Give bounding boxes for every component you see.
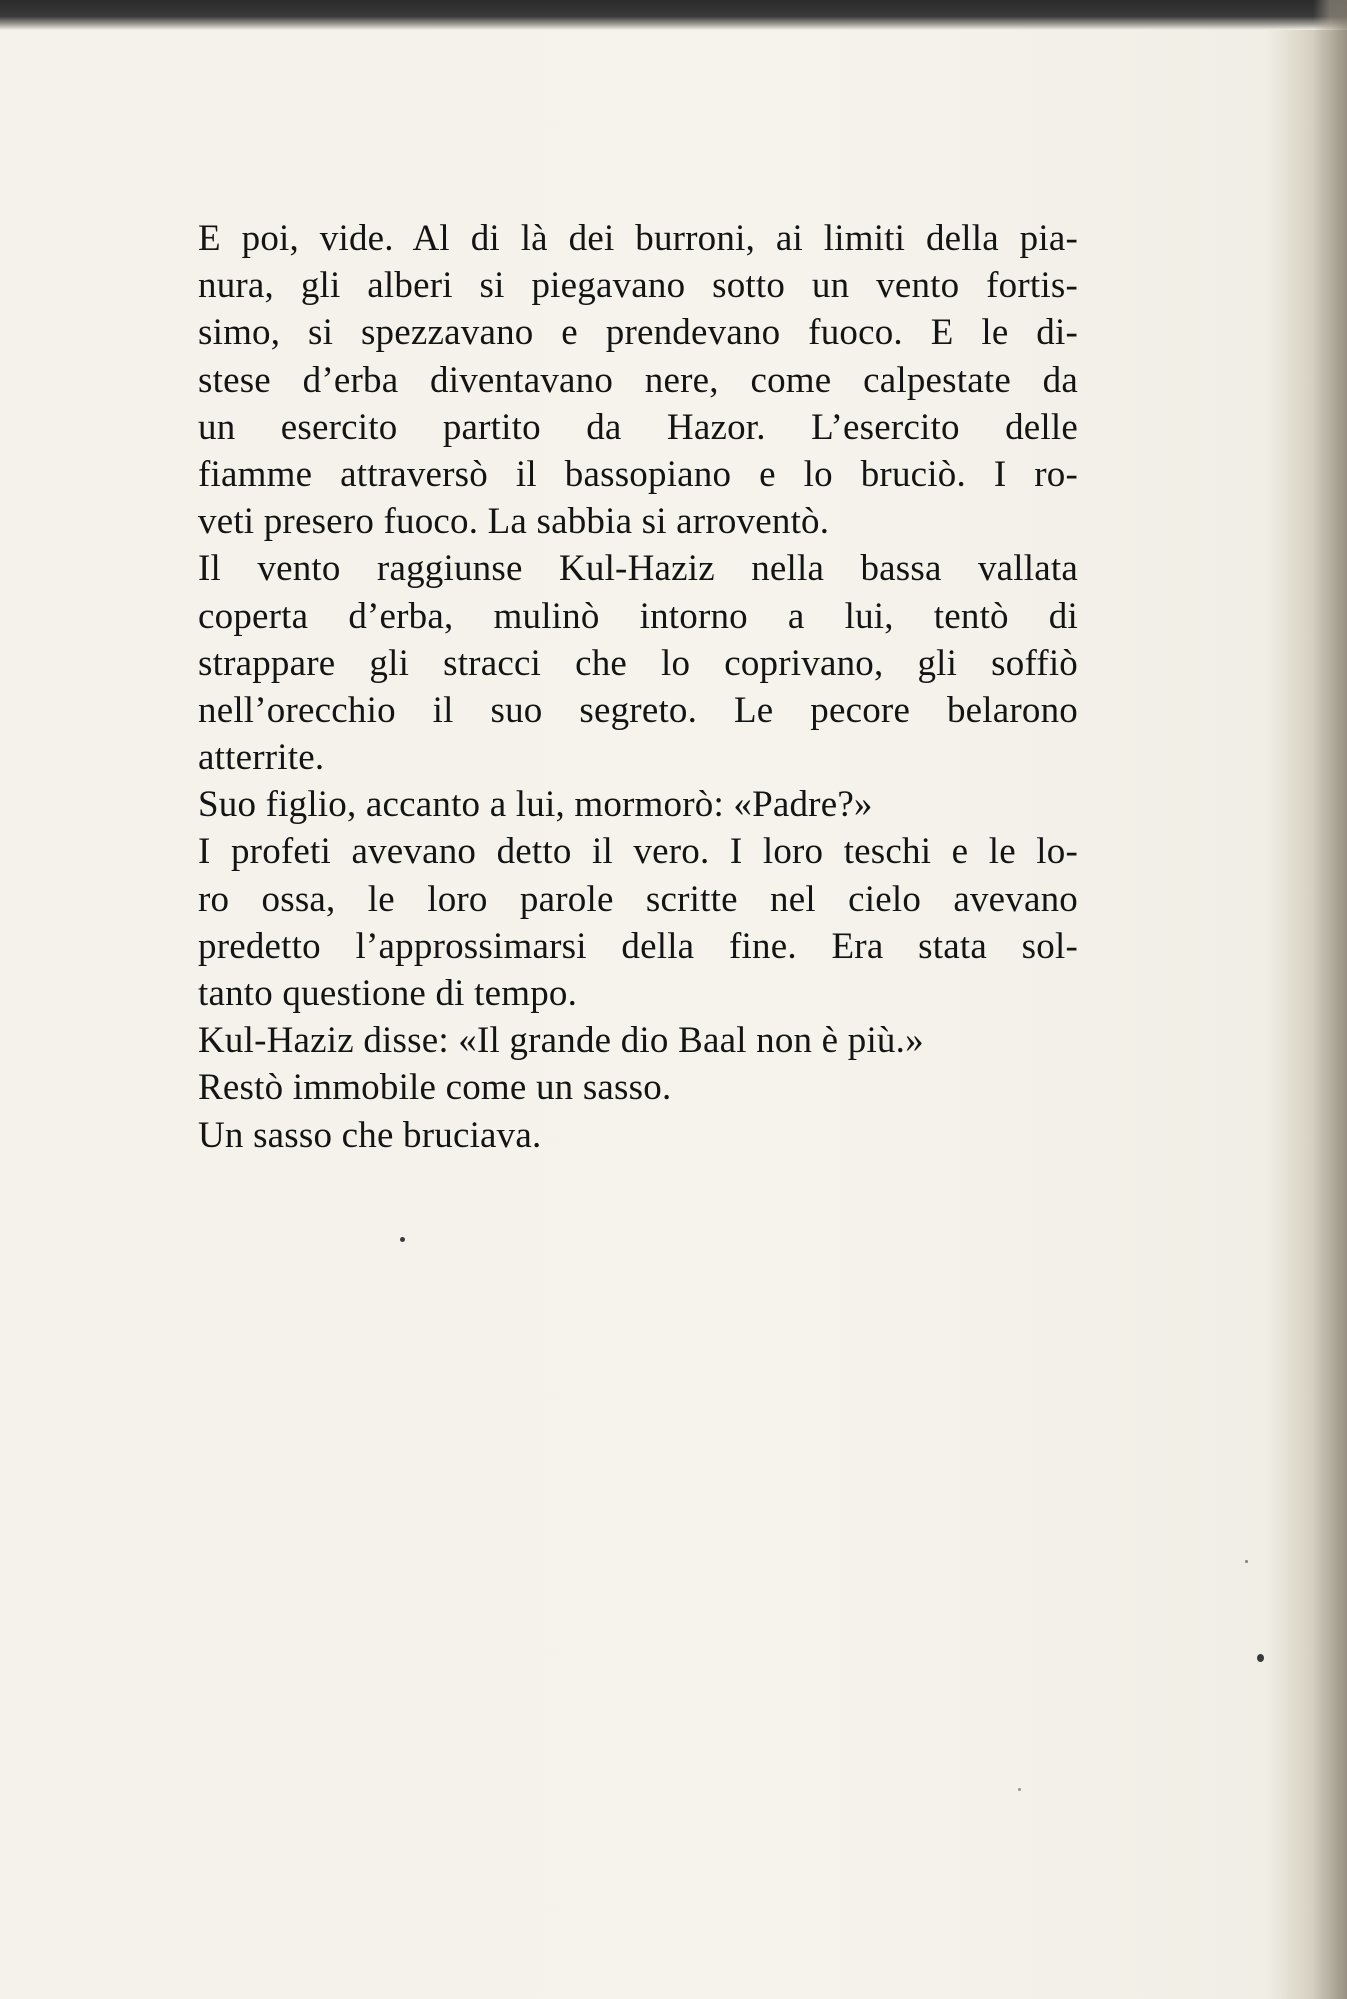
- excerpt-line: I profeti avevano detto il vero. I loro teschi e le lo-: [198, 831, 1078, 873]
- paper-speck: [1018, 1788, 1021, 1791]
- excerpt-line: tanto questione di tempo.: [198, 973, 578, 1014]
- paper-speck: [400, 1237, 405, 1242]
- excerpt-text-block: [198, 215, 1078, 1159]
- excerpt-line: nell’orecchio il suo segreto. Le pecore belarono: [198, 689, 1078, 731]
- excerpt-line: predetto l’approssimarsi della fine. Era stata sol-: [198, 925, 1078, 967]
- paper-speck: [1245, 1560, 1248, 1563]
- excerpt-line: coperta d’erba, mulinò intorno a lui, tentò di: [198, 595, 1078, 637]
- excerpt-line: Il vento raggiunse Kul-Haziz nella bassa vallata: [198, 548, 1078, 590]
- scan-right-spine-shadow: [1313, 0, 1347, 1999]
- excerpt-line: ro ossa, le loro parole scritte nel cielo avevano: [198, 878, 1078, 920]
- excerpt-line: Kul-Haziz disse: «Il grande dio Baal non è più.»: [198, 1020, 924, 1062]
- scan-top-edge: [0, 0, 1347, 30]
- paper-speck: [1257, 1654, 1264, 1662]
- excerpt-line: Restò immobile come un sasso.: [198, 1067, 672, 1109]
- excerpt-line: Suo figlio, accanto a lui, mormorò: «Padre?»: [198, 784, 873, 826]
- excerpt-line: nura, gli alberi si piegavano sotto un vento fortis-: [198, 265, 1078, 307]
- excerpt-line: strappare gli stracci che lo coprivano, gli soffiò: [198, 642, 1078, 684]
- excerpt-line: atterrite.: [198, 737, 325, 779]
- excerpt-line: Un sasso che bruciava.: [198, 1114, 542, 1156]
- excerpt-line: E poi, vide. Al di là dei burroni, ai limiti della pia-: [198, 218, 1078, 259]
- excerpt-line: stese d’erba diventavano nere, come calpestate da: [198, 359, 1078, 401]
- excerpt-line: un esercito partito da Hazor. L’esercito delle: [198, 406, 1078, 448]
- excerpt-line: simo, si spezzavano e prendevano fuoco. E le di-: [198, 312, 1078, 354]
- excerpt-line: fiamme attraversò il bassopiano e lo bruciò. I ro-: [198, 453, 1078, 495]
- excerpt-line: veti presero fuoco. La sabbia si arroventò.: [198, 501, 830, 543]
